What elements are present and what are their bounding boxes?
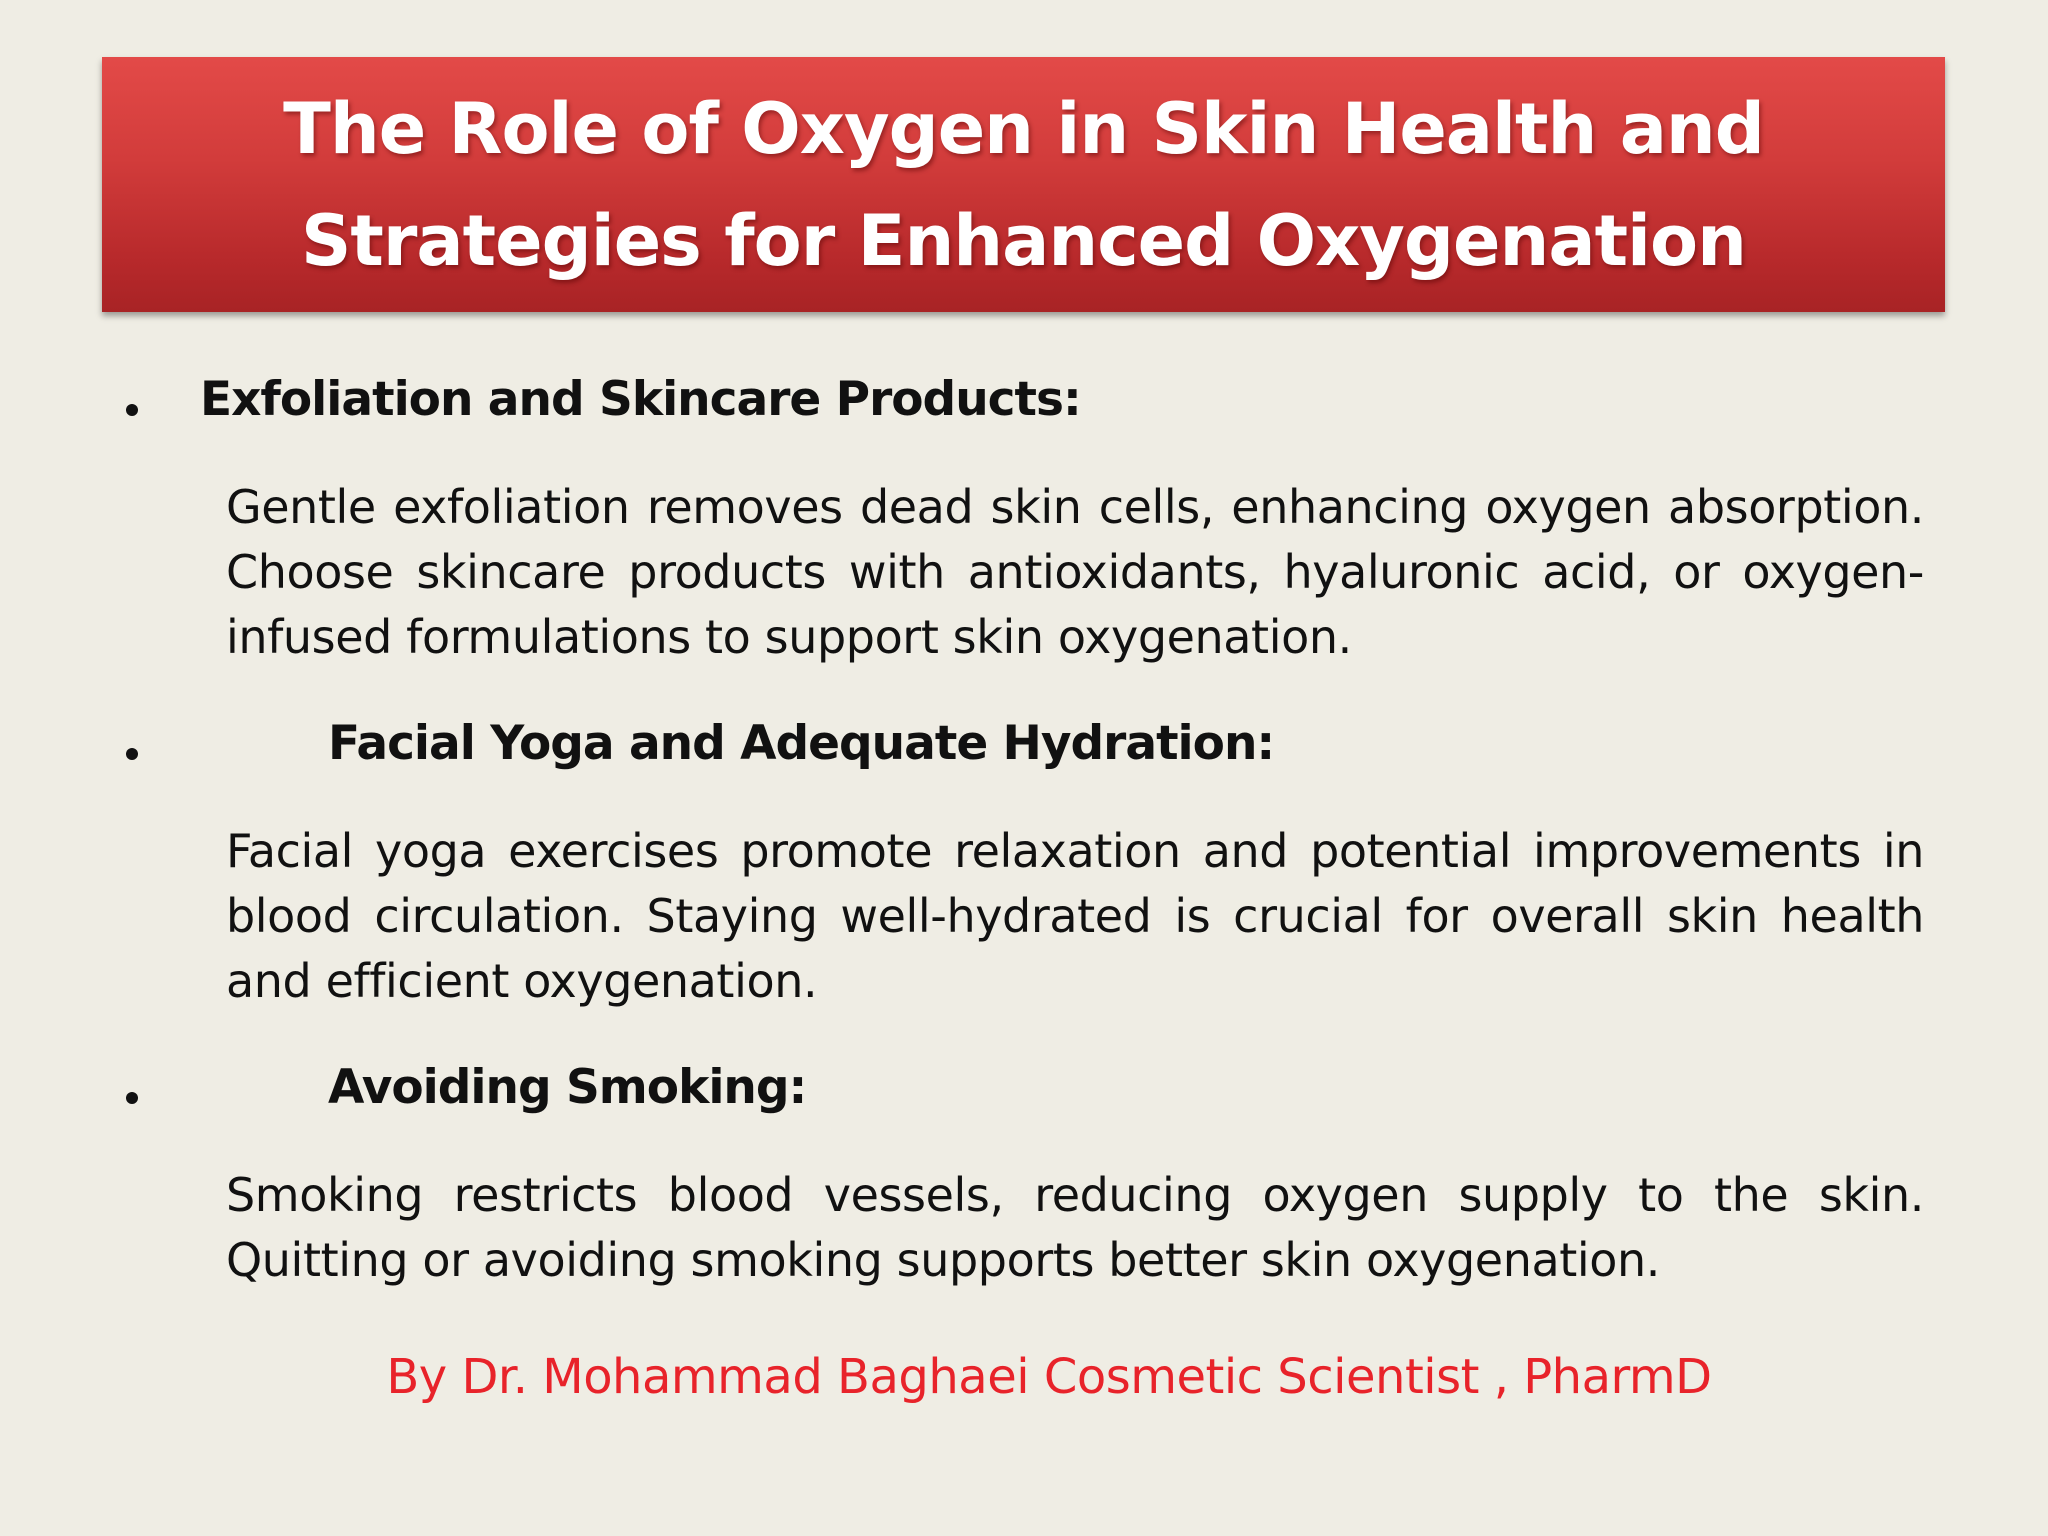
section-body-exfoliation: Gentle exfoliation removes dead skin cells, enhancing oxygen absorption. Choose skincare products with antioxidants, hyaluronic acid, or oxygen-infused formulations to support skin oxygenation.	[226, 480, 1924, 664]
bullet-2	[126, 748, 138, 760]
section-body-avoiding-smoking: Smoking restricts blood vessels, reducing oxygen supply to the skin. Quitting or avoiding smoking supports better skin oxygenation.	[226, 1168, 1924, 1287]
title-banner	[102, 57, 1945, 312]
bullet-3	[126, 1092, 138, 1104]
section-heading-avoiding-smoking: Avoiding Smoking:	[328, 1060, 807, 1115]
section-heading-exfoliation: Exfoliation and Skincare Products:	[200, 372, 1081, 427]
section-body-facial-yoga: Facial yoga exercises promote relaxation and potential improvements in blood circulation. Staying well-hydrated is crucial for overall skin health and efficient oxygenation.	[226, 824, 1924, 1008]
author-byline: By Dr. Mohammad Baghaei Cosmetic Scientist , PharmD	[386, 1349, 1712, 1405]
section-heading-facial-yoga: Facial Yoga and Adequate Hydration:	[328, 716, 1275, 771]
title-line-1: The Role of Oxygen in Skin Health and	[283, 87, 1764, 170]
title-line-2: Strategies for Enhanced Oxygenation	[301, 199, 1746, 282]
bullet-1	[126, 404, 138, 416]
